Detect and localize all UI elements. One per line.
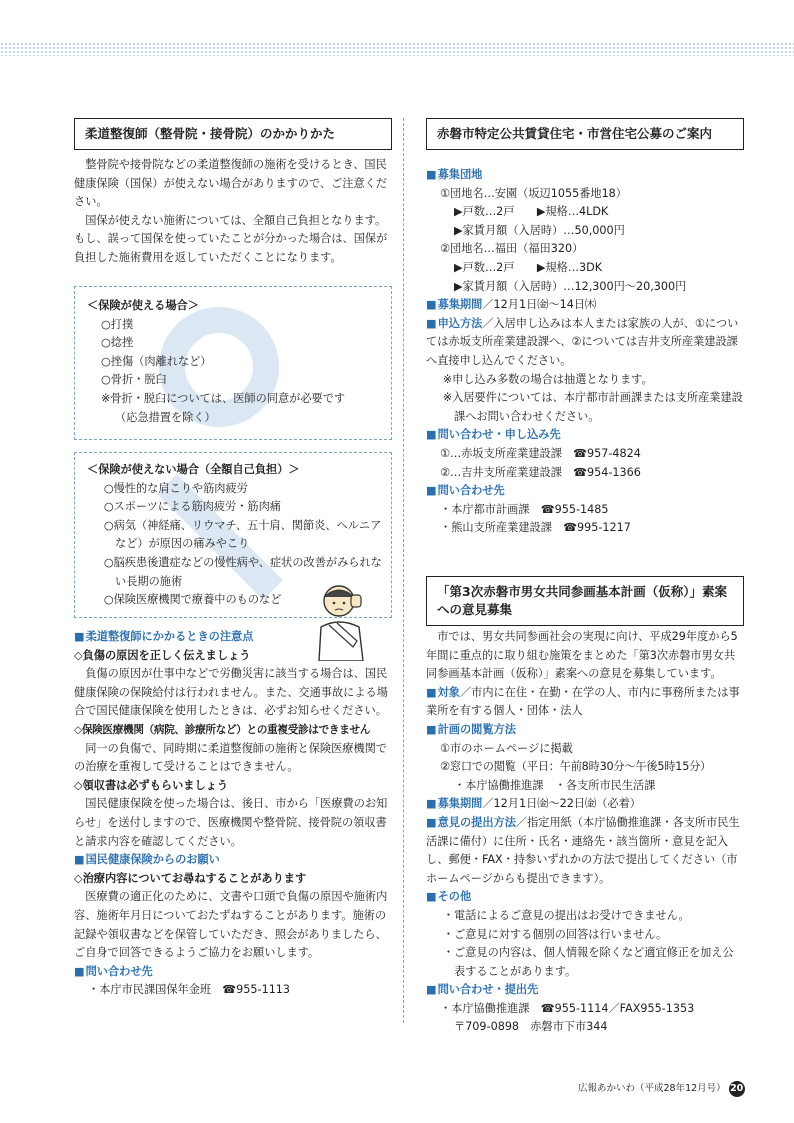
usable-note: ※骨折・脱臼については、医師の同意が必要です (101, 391, 346, 405)
usable-title: ＜保険が使える場合＞ (87, 299, 199, 312)
unusable-item: ○保険医療機関で療養中のものなど (103, 593, 282, 607)
method-heading: ■ 意見の提出方法 (426, 816, 516, 829)
notice-body: 負傷の原因が仕事中などで労働災害に該当する場合は、国民健康保険の保険給付は行われません。また、交通事故による場合で国民健康保険を使用したときは、必ずお知らせください。 (74, 667, 388, 718)
decorative-top-strip (0, 42, 794, 56)
unusable-item: ○スポーツによる筋肉疲労・筋肉痛 (103, 500, 281, 514)
usable-box (74, 286, 392, 440)
other-heading: ■ その他 (426, 888, 744, 907)
target-heading: ■ 対象 (426, 686, 460, 699)
section-title-judo: 柔道整復師（整骨院・接骨院）のかかりかた (74, 118, 392, 150)
period-heading: ■ 募集期間 (426, 298, 482, 311)
usable-item: ○打撲 (101, 317, 134, 331)
notice-body: 国民健康保険を使った場合は、後日、市から「医療費のお知らせ」を送付しますので、医療機関や整骨院、接骨院の領収書と請求内容を確認してください。 (74, 797, 388, 848)
section-title-gender-plan: 「第3次赤磐市男女共同参画基本計画（仮称）」素案への意見募集 (426, 576, 744, 626)
gender-plan-block (426, 628, 744, 1037)
period-text: ／12月1日㈮〜14日㈭ (482, 298, 597, 312)
contact2-heading: ■ 問い合わせ先 (426, 482, 744, 501)
danchi-1-b: ▶家賃月額（入居時）…50,000円 (454, 223, 625, 237)
other-item: ・ご意見に対する個別の回答は行いません。 (442, 927, 668, 941)
danchi-1-a: ▶戸数…2戸 ▶規格…4LDK (454, 205, 609, 219)
contact1-heading: ■ 問い合わせ・申し込み先 (426, 426, 744, 445)
contact3-address: 〒709-0898 赤磐市下市344 (454, 1020, 608, 1034)
intro-paragraph-1: 整骨院や接骨院などの柔道整復師の施術を受けるとき、国民健康保険（国保）が使えない場合がありますので、ご注意ください。 (74, 158, 388, 209)
other-item: ・ご意見の内容は、個人情報を除くなど適宜修正を加え公表することがあります。 (442, 946, 734, 978)
usable-item: ○挫傷（肉離れなど） (101, 354, 212, 368)
view-1: ①市のホームページに掲載 (440, 741, 573, 755)
apply-text: ／入居申し込みは本人または家族の人が、①については赤坂支所産業建設課へ、②については吉井支所産業建設課へ直接申し込んでください。 (426, 316, 739, 367)
contact-line: ・本庁市民課国保年金班 ☎955-1113 (88, 983, 291, 997)
notice-head: ◇領収書は必ずもらいましょう (74, 778, 229, 792)
footer (578, 1080, 745, 1099)
usable-note-2: （応急措置を除く） (115, 410, 216, 424)
usable-item: ○骨折・脱臼 (101, 373, 167, 387)
gender-intro: 市では、男女共同参画社会の実現に向け、平成29年度から5年間に重点的に取り組む施策をまとめた「第3次赤磐市男女共同参画基本計画（仮称）」素案への意見を募集しています。 (426, 630, 738, 681)
contact-heading: ■ 問い合わせ先 (74, 963, 392, 982)
danchi-2: ②団地名…福田（福田320） (440, 242, 584, 256)
contact2-line: ・熊山支所産業建設課 ☎995-1217 (440, 521, 631, 535)
column-divider (403, 118, 404, 1023)
unusable-item: ○脳疾患後遺症などの慢性病や、症状の改善がみられない長期の施術 (103, 555, 382, 588)
target-text: ／市内に在住・在勤・在学の人、市内に事務所または事業所を有する個人・団体・法人 (426, 685, 740, 718)
period2-text: ／12月1日㈮〜22日㈮（必着） (482, 797, 641, 811)
contact3-line: ・本庁協働推進課 ☎955-1114／FAX955-1353 (440, 1001, 695, 1015)
unusable-item: ○慢性的な肩こりや筋肉疲労 (103, 481, 248, 495)
unusable-item: ○病気（神経痛、リウマチ、五十肩、関節炎、ヘルニアなど）が原因の痛みやこり (103, 518, 382, 551)
request-head: ◇治療内容についてお尋ねすることがあります (74, 871, 307, 885)
contact3-heading: ■ 問い合わせ・提出先 (426, 981, 744, 1000)
view-2: ②窓口での閲覧（平日：午前8時30分〜午後5時15分） (440, 760, 712, 774)
footer-text: 広報あかいわ（平成28年12月号） (578, 1083, 726, 1094)
section-title-housing: 赤磐市特定公共賃貸住宅・市営住宅公募のご案内 (426, 118, 744, 150)
intro-paragraph-2: 国保が使えない施術については、全額自己負担となります。もし、誤って国保を使っていたことが分かった場合は、国保が負担した施術費用を返していただくことになります。 (74, 213, 388, 264)
danchi-2-b: ▶家賃月額（入居時）…12,300円〜20,300円 (454, 279, 687, 293)
danchi-heading: ■ 募集団地 (426, 166, 744, 185)
contact1-line: ②…吉井支所産業建設課 ☎954-1366 (440, 465, 641, 479)
apply-heading: ■ 申込方法 (426, 317, 482, 330)
intro-text (74, 156, 392, 268)
apply-note-2: ※入居要件については、本庁都市計画課または支所産業建設課へお問い合わせください。 (442, 391, 743, 423)
danchi-1: ①団地名…安園（坂辺1055番地18） (440, 186, 627, 200)
notice-heading: ■ 柔道整復師にかかるときの注意点 (74, 628, 392, 647)
usable-item: ○捻挫 (101, 336, 134, 350)
view-heading: ■ 計画の閲覧方法 (426, 721, 744, 740)
unusable-box (74, 452, 392, 618)
view-2-sub: ・本庁協働推進課 ・各支所市民生活課 (454, 778, 656, 792)
other-item: ・電話によるご意見の提出はお受けできません。 (442, 908, 690, 922)
request-body: 医療費の適正化のために、文書や口頭で負傷の原因や施術内容、施術年月日についておたずねすることがあります。施術の記録や領収書などを保管していただき、照会がありましたら、ご自身で回答できるようご協力をお願いします。 (74, 890, 388, 960)
notice-body: 同一の負傷で、同時期に柔道整復師の施術と保険医療機関での治療を重複して受けることはできません。 (74, 741, 388, 774)
contact2-line: ・本庁都市計画課 ☎955-1485 (440, 502, 609, 516)
apply-note-1: ※申し込み多数の場合は抽選となります。 (442, 372, 653, 386)
contact1-line: ①…赤坂支所産業建設課 ☎957-4824 (440, 446, 641, 460)
housing-block (426, 166, 744, 538)
danchi-2-a: ▶戸数…2戸 ▶規格…3DK (454, 260, 603, 274)
period2-heading: ■ 募集期間 (426, 797, 482, 810)
method-text: ／指定用紙（本庁協働推進課・各支所市民生活課に備付）に住所・氏名・連絡先・該当箇所・意見を記入し、郵便・FAX・持参いずれかの方法で提出してください（市ホームページからも提出できます）。 (426, 815, 740, 885)
notice-head: ◇負傷の原因を正しく伝えましょう (74, 648, 251, 662)
notice-head: ◇保険医療機関（病院、診療所など）との重複受診はできません (74, 723, 371, 736)
page-number: 20 (729, 1081, 745, 1097)
notices-block (74, 628, 392, 1000)
request-heading: ■ 国民健康保険からのお願い (74, 851, 392, 870)
unusable-title: ＜保険が使えない場合（全額自己負担）＞ (87, 463, 300, 476)
